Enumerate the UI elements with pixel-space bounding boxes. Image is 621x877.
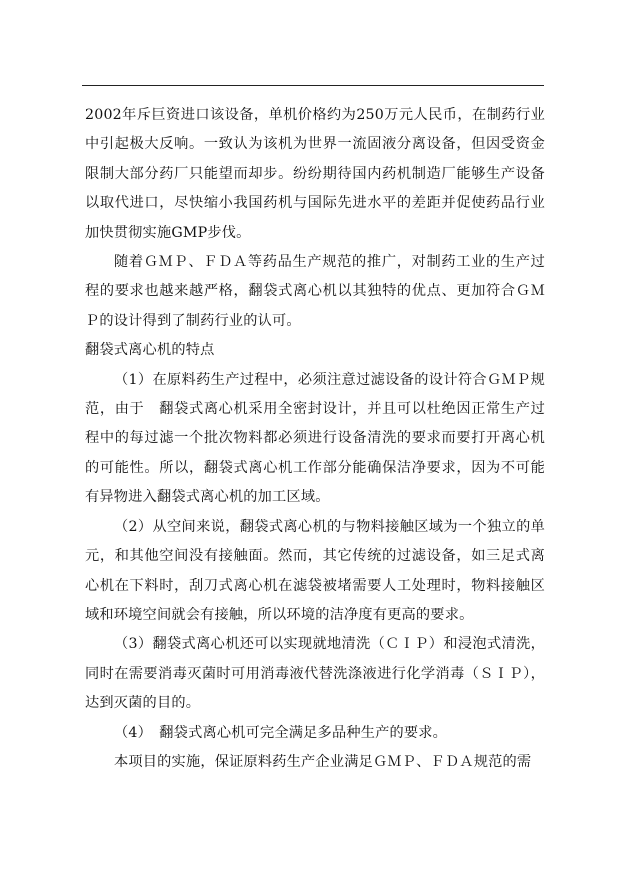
document-body: [85, 101, 545, 777]
paragraph-conclusion: 本项目的实施，保证原料药生产企业满足ＧＭＰ、ＦＤＡ规范的需: [114, 753, 532, 770]
paragraph-feature-4: （4） 翻袋式离心机可完全满足多品种生产的要求。: [114, 724, 448, 741]
header-rule: [82, 85, 544, 86]
paragraph-feature-2: （2）从空间来说，翻袋式离心机的与物料接触区域为一个独立的单元，和其他空间没有接触面。然而，其它传统的过滤设备，如三足式离心机在下料时，刮刀式离心机在滤袋被堵需要人工处理时，物料接触区域和环境空间就会有接触，所以环境的洁净度有更高的要求。: [85, 518, 545, 623]
paragraph-feature-3: （3）翻袋式离心机还可以实现就地清洗（ＣＩＰ）和浸泡式清洗，同时在需要消毒灭菌时可用消毒液代替洗涤液进行化学消毒（ＳＩＰ），达到灭菌的目的。: [85, 636, 545, 712]
section-heading: 翻袋式离心机的特点: [85, 342, 215, 359]
paragraph-intro: 2002年斥巨资进口该设备，单机价格约为250万元人民币，在制药行业中引起极大反响。一致认为该机为世界一流固液分离设备，但因受资金限制大部分药厂只能望而却步。纷纷期待国内药机制造厂能够生产设备以取代进口，尽快缩小我国药机与国际先进水平的差距并促使药品行业加快贯彻实施GMP步伐。: [85, 107, 545, 241]
paragraph-feature-1: （1）在原料药生产过程中，必须注意过滤设备的设计符合ＧＭＰ规范，由于 翻袋式离心机采用全密封设计，并且可以杜绝因正常生产过程中的每过滤一个批次物料都必须进行设备清洗的要求而要打开离心机的可能性。所以，翻袋式离心机工作部分能确保洁净要求，因为不可能有异物进入翻袋式离心机的加工区域。: [85, 371, 545, 506]
paragraph-gmp-background: 随着ＧＭＰ、ＦＤＡ等药品生产规范的推广，对制药工业的生产过程的要求也越来越严格，翻袋式离心机以其独特的优点、更加符合ＧＭＰ的设计得到了制药行业的认可。: [85, 254, 545, 329]
